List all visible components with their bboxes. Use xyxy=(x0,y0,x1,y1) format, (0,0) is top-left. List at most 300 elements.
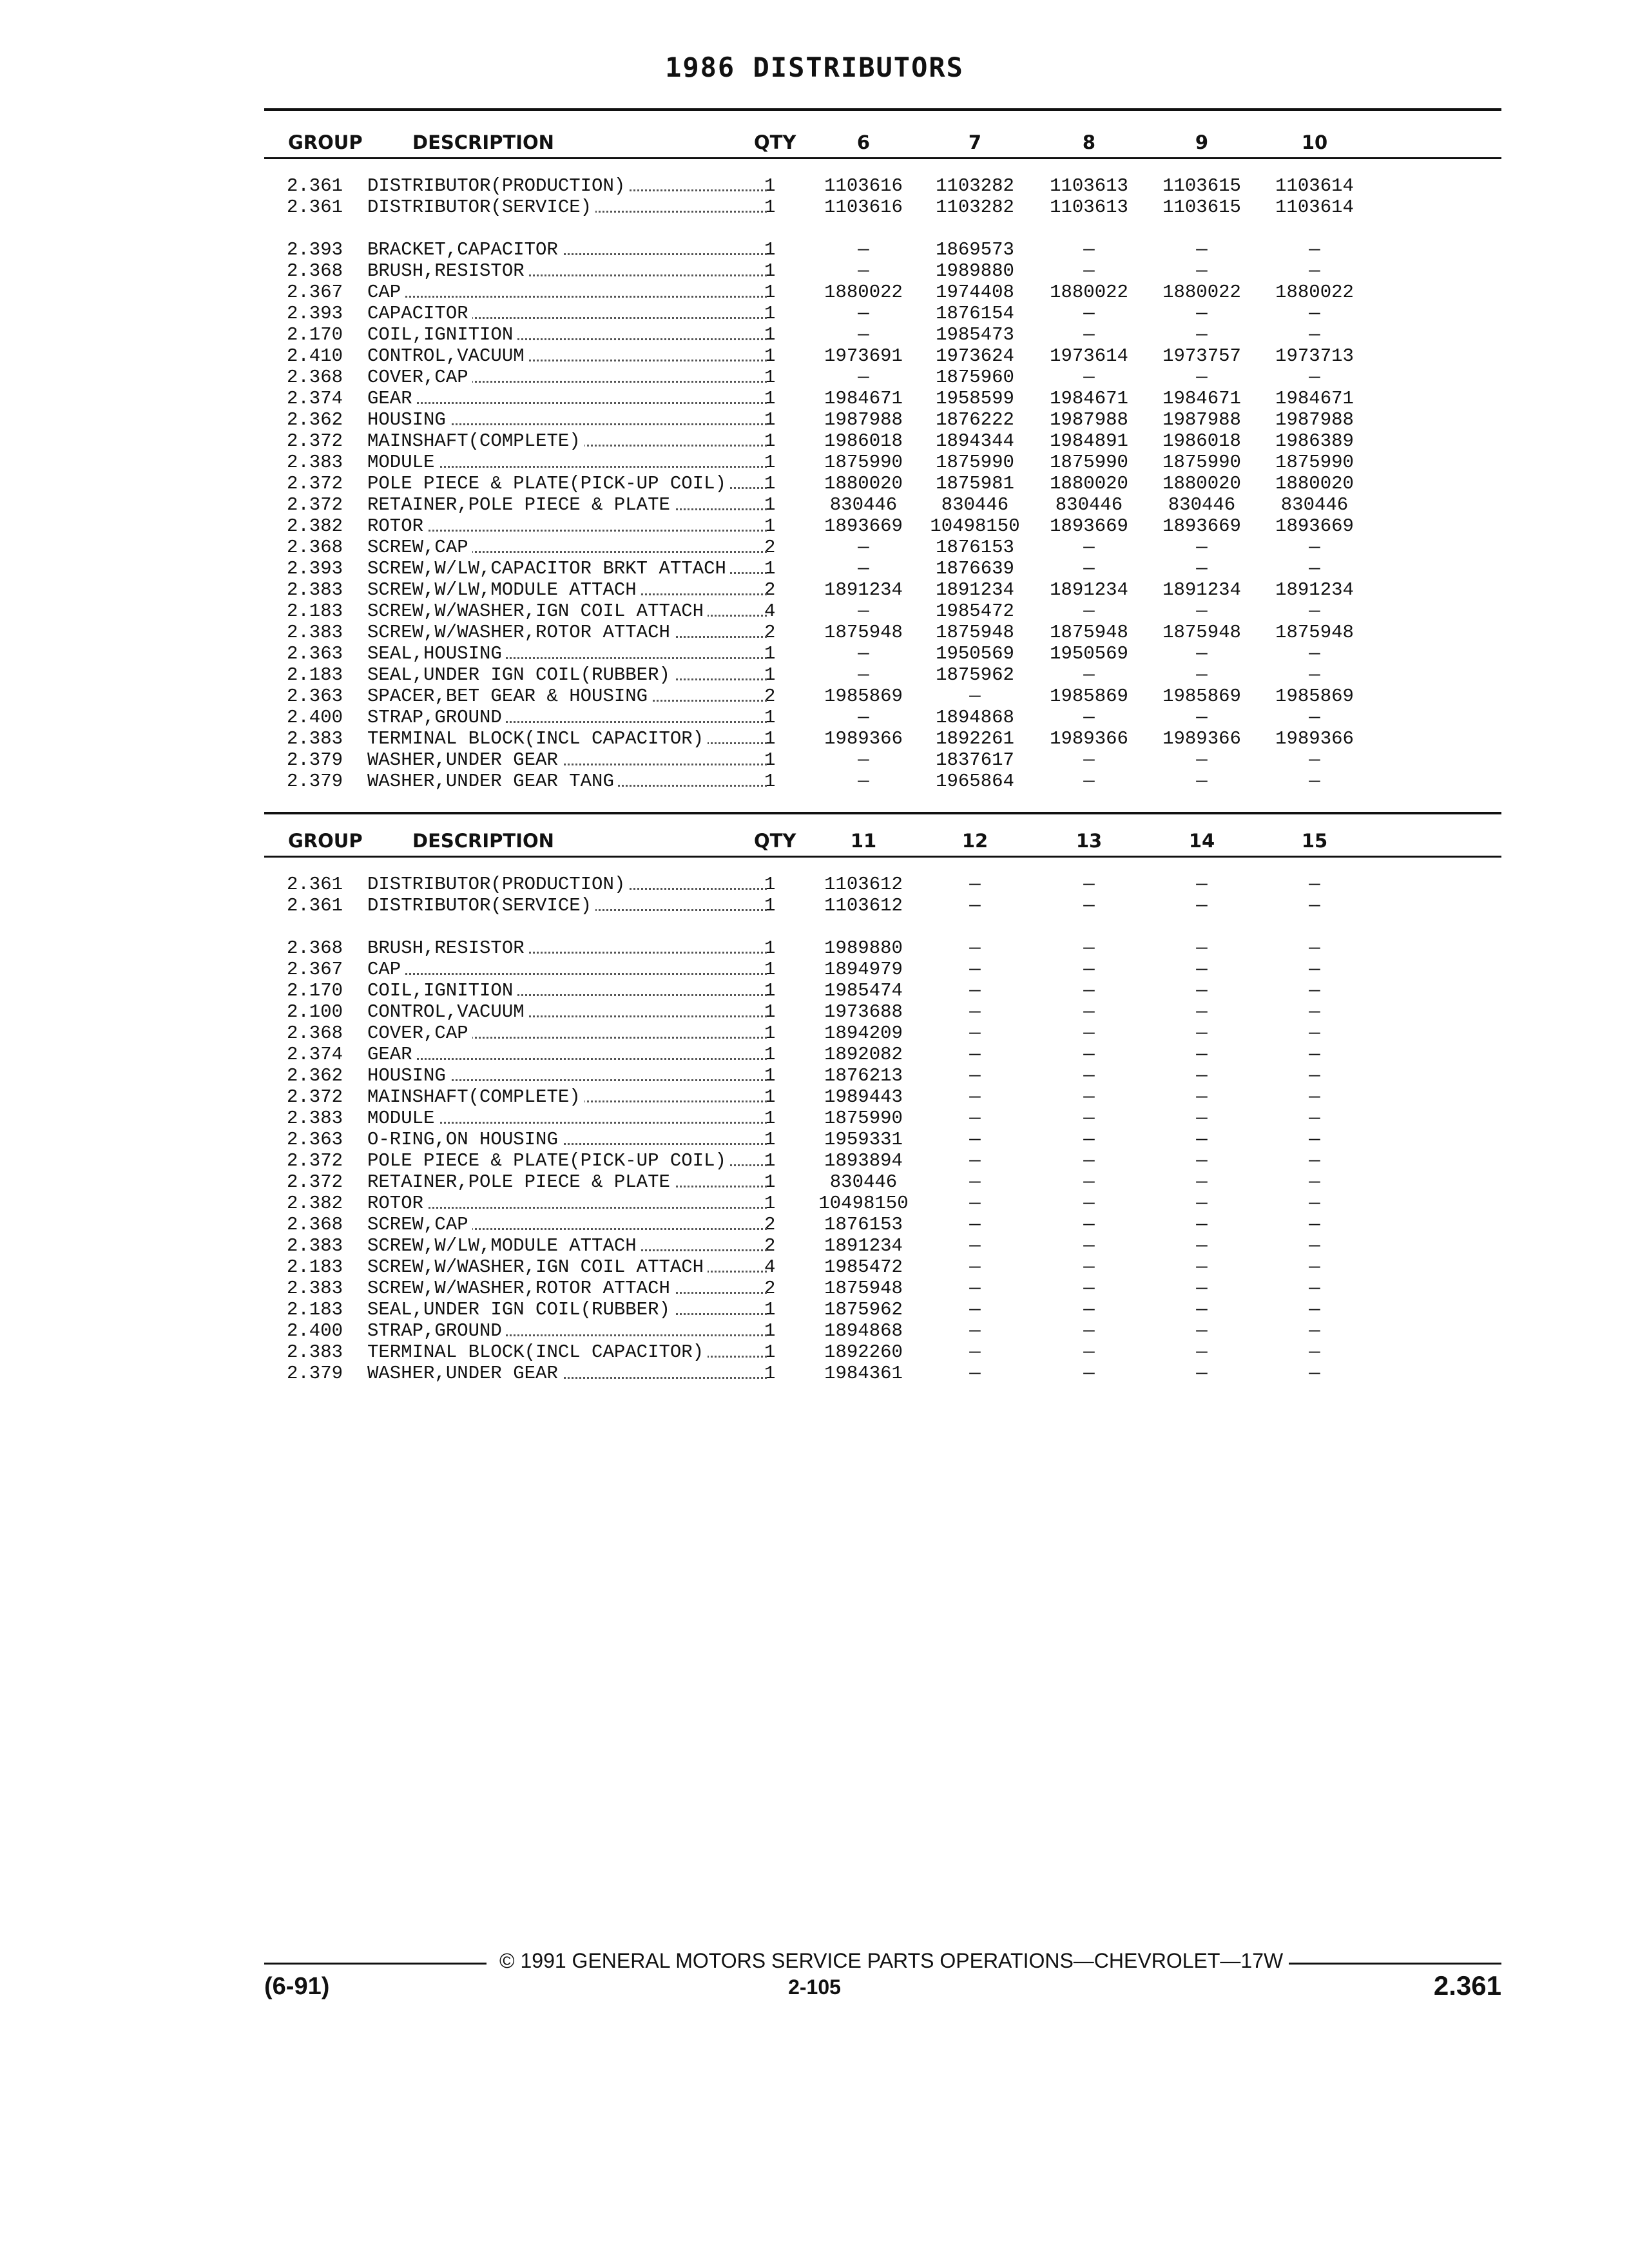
part-description-label: DISTRIBUTOR(SERVICE) xyxy=(367,895,595,916)
part-number: 1987988 xyxy=(824,409,903,430)
part-number: 1984671 xyxy=(824,388,903,409)
table-header-rule xyxy=(264,157,1501,159)
part-number: 1880020 xyxy=(1275,473,1354,494)
group-code: 2.383 xyxy=(287,1108,343,1129)
table-row xyxy=(0,1256,1629,1278)
part-number: 1869573 xyxy=(936,239,1014,260)
table-row xyxy=(0,1235,1629,1256)
quantity: 1 xyxy=(764,260,776,282)
part-number: 1984361 xyxy=(824,1363,903,1384)
quantity: 1 xyxy=(764,1001,776,1023)
part-number: — xyxy=(969,959,981,980)
part-description xyxy=(367,874,767,895)
part-description xyxy=(367,239,767,260)
part-number: — xyxy=(1083,1320,1095,1341)
part-number: — xyxy=(1309,1256,1320,1278)
part-description-label: TERMINAL BLOCK(INCL CAPACITOR) xyxy=(367,1341,708,1363)
part-number: — xyxy=(1309,1278,1320,1299)
header-col-3: 8 xyxy=(1082,131,1096,153)
group-code: 2.383 xyxy=(287,452,343,473)
part-description xyxy=(367,749,767,771)
part-description-label: COVER,CAP xyxy=(367,1023,472,1044)
part-number: — xyxy=(969,1129,981,1150)
part-number: — xyxy=(858,749,869,771)
part-number: — xyxy=(1083,895,1095,916)
part-description-label: SPACER,BET GEAR & HOUSING xyxy=(367,686,651,707)
table-row xyxy=(0,197,1629,218)
part-number: 1986018 xyxy=(1162,430,1241,452)
part-number: 1875948 xyxy=(824,1278,903,1299)
part-number: — xyxy=(1309,1299,1320,1320)
table-row xyxy=(0,473,1629,494)
part-description-label: BRUSH,RESISTOR xyxy=(367,260,528,282)
part-number: 1985869 xyxy=(1050,686,1128,707)
part-number: 1893669 xyxy=(1050,515,1128,537)
part-number: — xyxy=(1309,1363,1320,1384)
part-number: — xyxy=(1196,1108,1208,1129)
quantity: 1 xyxy=(764,324,776,345)
part-description-label: MODULE xyxy=(367,1108,438,1129)
part-number: 1876639 xyxy=(936,558,1014,579)
part-number: 1894209 xyxy=(824,1023,903,1044)
quantity: 1 xyxy=(764,1341,776,1363)
part-number: — xyxy=(1309,1001,1320,1023)
part-number: 1875960 xyxy=(936,367,1014,388)
part-number: — xyxy=(969,1278,981,1299)
quantity: 2 xyxy=(764,537,776,558)
quantity: 2 xyxy=(764,1278,776,1299)
part-number: — xyxy=(1083,980,1095,1001)
part-number: — xyxy=(1196,1341,1208,1363)
part-number: — xyxy=(1196,324,1208,345)
part-number: 1103615 xyxy=(1162,197,1241,218)
quantity: 1 xyxy=(764,1299,776,1320)
group-code: 2.367 xyxy=(287,282,343,303)
table-header xyxy=(0,830,1629,858)
table-row xyxy=(0,980,1629,1001)
part-number: 1958599 xyxy=(936,388,1014,409)
group-code: 2.170 xyxy=(287,980,343,1001)
part-number: — xyxy=(1309,1086,1320,1108)
table-row xyxy=(0,1341,1629,1363)
quantity: 1 xyxy=(764,1150,776,1171)
quantity: 1 xyxy=(764,452,776,473)
header-col-2: 7 xyxy=(968,131,982,153)
part-number: — xyxy=(1196,601,1208,622)
quantity: 1 xyxy=(764,749,776,771)
part-description-label: DISTRIBUTOR(PRODUCTION) xyxy=(367,874,629,895)
part-description-label: O-RING,ON HOUSING xyxy=(367,1129,562,1150)
quantity: 1 xyxy=(764,707,776,728)
part-number: — xyxy=(1309,643,1320,664)
quantity: 1 xyxy=(764,1171,776,1193)
part-number: — xyxy=(1083,1214,1095,1235)
part-number: 1987988 xyxy=(1275,409,1354,430)
part-number: 1880022 xyxy=(1275,282,1354,303)
copyright-notice: © 1991 GENERAL MOTORS SERVICE PARTS OPERATIONS—CHEVROLET—17W xyxy=(499,1949,1284,1972)
part-number: 1876154 xyxy=(936,303,1014,324)
part-number: 1985869 xyxy=(824,686,903,707)
part-description xyxy=(367,1001,767,1023)
quantity: 1 xyxy=(764,874,776,895)
part-number: — xyxy=(1196,771,1208,792)
quantity: 1 xyxy=(764,1108,776,1129)
quantity: 1 xyxy=(764,664,776,686)
quantity: 1 xyxy=(764,239,776,260)
section-number: 2.361 xyxy=(1433,1970,1501,2001)
quantity: 1 xyxy=(764,728,776,749)
part-number: 1985473 xyxy=(936,324,1014,345)
part-number: 1875990 xyxy=(824,452,903,473)
part-number: 1891234 xyxy=(824,1235,903,1256)
part-description xyxy=(367,175,767,197)
table-row xyxy=(0,494,1629,515)
part-description-label: GEAR xyxy=(367,1044,416,1065)
part-description-label: COVER,CAP xyxy=(367,367,472,388)
part-number: 1103282 xyxy=(936,197,1014,218)
part-number: 1987988 xyxy=(1162,409,1241,430)
part-number: — xyxy=(1196,1214,1208,1235)
table-row xyxy=(0,686,1629,707)
quantity: 1 xyxy=(764,1320,776,1341)
part-number: — xyxy=(1083,239,1095,260)
part-description xyxy=(367,771,767,792)
part-number: — xyxy=(1083,1023,1095,1044)
part-number: — xyxy=(1196,937,1208,959)
part-number: — xyxy=(1196,1065,1208,1086)
part-number: 1987988 xyxy=(1050,409,1128,430)
part-description xyxy=(367,1150,767,1171)
part-number: 1876222 xyxy=(936,409,1014,430)
quantity: 1 xyxy=(764,1086,776,1108)
group-code: 2.100 xyxy=(287,1001,343,1023)
part-number: 830446 xyxy=(829,1171,898,1193)
part-number: — xyxy=(1196,1235,1208,1256)
part-number: — xyxy=(969,1023,981,1044)
part-number: — xyxy=(1196,749,1208,771)
part-description xyxy=(367,622,767,643)
part-number: — xyxy=(1083,260,1095,282)
part-number: — xyxy=(1083,1129,1095,1150)
part-number: — xyxy=(1083,601,1095,622)
header-col-1: 6 xyxy=(856,131,871,153)
table-row xyxy=(0,260,1629,282)
part-number: — xyxy=(1309,895,1320,916)
part-number: — xyxy=(969,1341,981,1363)
part-number: — xyxy=(858,664,869,686)
part-number: — xyxy=(1083,1044,1095,1065)
part-number: — xyxy=(1083,1363,1095,1384)
part-description xyxy=(367,473,767,494)
part-number: — xyxy=(1309,1320,1320,1341)
part-number: — xyxy=(969,1150,981,1171)
part-number: — xyxy=(1309,367,1320,388)
part-number: 1875948 xyxy=(1275,622,1354,643)
part-number: — xyxy=(1196,1023,1208,1044)
quantity: 1 xyxy=(764,959,776,980)
part-number: 1973624 xyxy=(936,345,1014,367)
part-number: 10498150 xyxy=(818,1193,909,1214)
part-number: — xyxy=(1196,1299,1208,1320)
part-number: — xyxy=(1196,707,1208,728)
part-number: — xyxy=(1083,707,1095,728)
quantity: 1 xyxy=(764,558,776,579)
part-number: 10498150 xyxy=(930,515,1020,537)
table-row xyxy=(0,601,1629,622)
table-row xyxy=(0,175,1629,197)
part-number: 1880022 xyxy=(1162,282,1241,303)
table-row xyxy=(0,1193,1629,1214)
header-col-5: 15 xyxy=(1301,830,1328,852)
part-number: — xyxy=(1083,1299,1095,1320)
part-description-label: CAP xyxy=(367,959,405,980)
group-code: 2.374 xyxy=(287,1044,343,1065)
group-code: 2.379 xyxy=(287,749,343,771)
quantity: 1 xyxy=(764,980,776,1001)
part-number: — xyxy=(1083,1001,1095,1023)
part-description xyxy=(367,367,767,388)
part-description xyxy=(367,1256,767,1278)
table-row xyxy=(0,430,1629,452)
part-number: — xyxy=(1196,643,1208,664)
part-number: 1965864 xyxy=(936,771,1014,792)
part-number: — xyxy=(1309,260,1320,282)
group-code: 2.368 xyxy=(287,1214,343,1235)
part-number: 1892261 xyxy=(936,728,1014,749)
table-row xyxy=(0,282,1629,303)
part-number: — xyxy=(1196,537,1208,558)
table-row xyxy=(0,1129,1629,1150)
quantity: 1 xyxy=(764,1129,776,1150)
part-number: — xyxy=(858,260,869,282)
table-row xyxy=(0,239,1629,260)
part-description xyxy=(367,430,767,452)
part-number: — xyxy=(858,771,869,792)
quantity: 2 xyxy=(764,1214,776,1235)
table-header xyxy=(0,131,1629,160)
part-number: 1880022 xyxy=(824,282,903,303)
part-number: 830446 xyxy=(941,494,1009,515)
group-code: 2.361 xyxy=(287,175,343,197)
part-number: — xyxy=(969,1108,981,1129)
quantity: 1 xyxy=(764,282,776,303)
part-number: 1103612 xyxy=(824,874,903,895)
quantity: 1 xyxy=(764,895,776,916)
part-number: — xyxy=(1196,1171,1208,1193)
part-number: — xyxy=(1309,749,1320,771)
part-description xyxy=(367,1086,767,1108)
group-code: 2.183 xyxy=(287,1256,343,1278)
part-number: — xyxy=(1083,937,1095,959)
part-number: — xyxy=(969,937,981,959)
part-number: — xyxy=(1309,324,1320,345)
group-code: 2.374 xyxy=(287,388,343,409)
part-number: — xyxy=(969,1001,981,1023)
part-number: — xyxy=(1083,959,1095,980)
part-number: — xyxy=(858,537,869,558)
part-number: 1876153 xyxy=(936,537,1014,558)
part-number: — xyxy=(1309,303,1320,324)
group-code: 2.372 xyxy=(287,494,343,515)
part-description xyxy=(367,980,767,1001)
part-number: — xyxy=(1309,558,1320,579)
part-description-label: STRAP,GROUND xyxy=(367,1320,506,1341)
part-number: — xyxy=(1083,1108,1095,1129)
table-row xyxy=(0,895,1629,916)
part-number: — xyxy=(1309,1129,1320,1150)
part-number: 1892082 xyxy=(824,1044,903,1065)
part-number: — xyxy=(1309,1044,1320,1065)
part-number: — xyxy=(1196,1278,1208,1299)
part-number: 1892260 xyxy=(824,1341,903,1363)
group-code: 2.170 xyxy=(287,324,343,345)
group-code: 2.382 xyxy=(287,515,343,537)
table-row xyxy=(0,303,1629,324)
part-number: 1103616 xyxy=(824,175,903,197)
group-code: 2.383 xyxy=(287,1278,343,1299)
table-row xyxy=(0,1023,1629,1044)
part-description xyxy=(367,1023,767,1044)
part-number: 1875990 xyxy=(1050,452,1128,473)
table-row xyxy=(0,345,1629,367)
part-number: 1876213 xyxy=(824,1065,903,1086)
part-number: — xyxy=(1309,980,1320,1001)
part-number: — xyxy=(1083,1171,1095,1193)
table-row xyxy=(0,728,1629,749)
part-number: 1103616 xyxy=(824,197,903,218)
part-description-label: MAINSHAFT(COMPLETE) xyxy=(367,430,584,452)
part-number: 1891234 xyxy=(936,579,1014,601)
part-number: 1984671 xyxy=(1050,388,1128,409)
table-row xyxy=(0,664,1629,686)
part-number: 1894979 xyxy=(824,959,903,980)
table-row xyxy=(0,558,1629,579)
part-description-label: SCREW,W/WASHER,ROTOR ATTACH xyxy=(367,622,674,643)
table-row xyxy=(0,622,1629,643)
part-number: — xyxy=(1083,771,1095,792)
group-code: 2.372 xyxy=(287,473,343,494)
part-description xyxy=(367,1363,767,1384)
part-number: — xyxy=(969,1256,981,1278)
part-number: 1875948 xyxy=(824,622,903,643)
header-qty: QTY xyxy=(754,131,796,153)
part-number: 1103614 xyxy=(1275,197,1354,218)
part-number: — xyxy=(1309,537,1320,558)
part-number: — xyxy=(858,601,869,622)
part-description xyxy=(367,686,767,707)
part-number: 1103282 xyxy=(936,175,1014,197)
part-description-label: DISTRIBUTOR(PRODUCTION) xyxy=(367,175,629,197)
table-row xyxy=(0,1065,1629,1086)
quantity: 1 xyxy=(764,430,776,452)
header-col-4: 9 xyxy=(1195,131,1209,153)
part-number: — xyxy=(1309,771,1320,792)
table-row xyxy=(0,409,1629,430)
group-code: 2.368 xyxy=(287,367,343,388)
part-number: — xyxy=(1083,1256,1095,1278)
group-code: 2.361 xyxy=(287,197,343,218)
part-description-label: WASHER,UNDER GEAR xyxy=(367,749,562,771)
group-code: 2.383 xyxy=(287,1235,343,1256)
table-row xyxy=(0,1278,1629,1299)
part-number: 1103613 xyxy=(1050,175,1128,197)
quantity: 1 xyxy=(764,345,776,367)
part-number: 1893669 xyxy=(1275,515,1354,537)
table-row xyxy=(0,452,1629,473)
part-number: — xyxy=(1083,749,1095,771)
part-number: — xyxy=(1083,303,1095,324)
group-code: 2.372 xyxy=(287,1086,343,1108)
part-number: 1894868 xyxy=(824,1320,903,1341)
quantity: 2 xyxy=(764,686,776,707)
part-number: — xyxy=(969,1299,981,1320)
part-description-label: POLE PIECE & PLATE(PICK-UP COIL) xyxy=(367,1150,730,1171)
part-number: — xyxy=(1309,664,1320,686)
part-description-label: RETAINER,POLE PIECE & PLATE xyxy=(367,1171,674,1193)
part-description-label: SCREW,W/WASHER,ROTOR ATTACH xyxy=(367,1278,674,1299)
part-description-label: SCREW,W/LW,MODULE ATTACH xyxy=(367,1235,641,1256)
group-code: 2.367 xyxy=(287,959,343,980)
group-code: 2.362 xyxy=(287,1065,343,1086)
part-description-label: SCREW,W/WASHER,IGN COIL ATTACH xyxy=(367,601,708,622)
quantity: 1 xyxy=(764,1023,776,1044)
part-number: — xyxy=(1196,1150,1208,1171)
part-number: — xyxy=(1309,1108,1320,1129)
table-row xyxy=(0,1214,1629,1235)
part-number: 1974408 xyxy=(936,282,1014,303)
part-description xyxy=(367,959,767,980)
part-number: 1973691 xyxy=(824,345,903,367)
part-number: — xyxy=(1083,1341,1095,1363)
group-code: 2.363 xyxy=(287,643,343,664)
table-row xyxy=(0,749,1629,771)
part-number: — xyxy=(969,1171,981,1193)
part-description xyxy=(367,324,767,345)
part-number: 1985869 xyxy=(1275,686,1354,707)
part-description-label: MAINSHAFT(COMPLETE) xyxy=(367,1086,584,1108)
table-row xyxy=(0,874,1629,895)
part-description-label: BRACKET,CAPACITOR xyxy=(367,239,562,260)
part-number: — xyxy=(1196,367,1208,388)
part-number: — xyxy=(1309,239,1320,260)
part-description xyxy=(367,1299,767,1320)
part-number: 1875948 xyxy=(1050,622,1128,643)
group-code: 2.393 xyxy=(287,303,343,324)
part-description-label: CONTROL,VACUUM xyxy=(367,1001,528,1023)
part-number: 1893669 xyxy=(824,515,903,537)
part-number: — xyxy=(1309,707,1320,728)
part-description-label: SEAL,HOUSING xyxy=(367,643,506,664)
part-number: — xyxy=(1196,1001,1208,1023)
group-code: 2.372 xyxy=(287,430,343,452)
part-number: — xyxy=(1196,1320,1208,1341)
part-number: 1103614 xyxy=(1275,175,1354,197)
footer-rule-right xyxy=(1289,1963,1501,1965)
group-code: 2.361 xyxy=(287,895,343,916)
quantity: 1 xyxy=(764,175,776,197)
part-number: — xyxy=(1309,937,1320,959)
table-row xyxy=(0,537,1629,558)
part-number: — xyxy=(858,643,869,664)
part-description xyxy=(367,388,767,409)
part-number: 1894344 xyxy=(936,430,1014,452)
quantity: 1 xyxy=(764,771,776,792)
part-description xyxy=(367,601,767,622)
header-qty: QTY xyxy=(754,830,796,852)
part-description-label: SCREW,W/LW,CAPACITOR BRKT ATTACH xyxy=(367,558,730,579)
part-number: 1989880 xyxy=(824,937,903,959)
part-description-label: SCREW,W/WASHER,IGN COIL ATTACH xyxy=(367,1256,708,1278)
